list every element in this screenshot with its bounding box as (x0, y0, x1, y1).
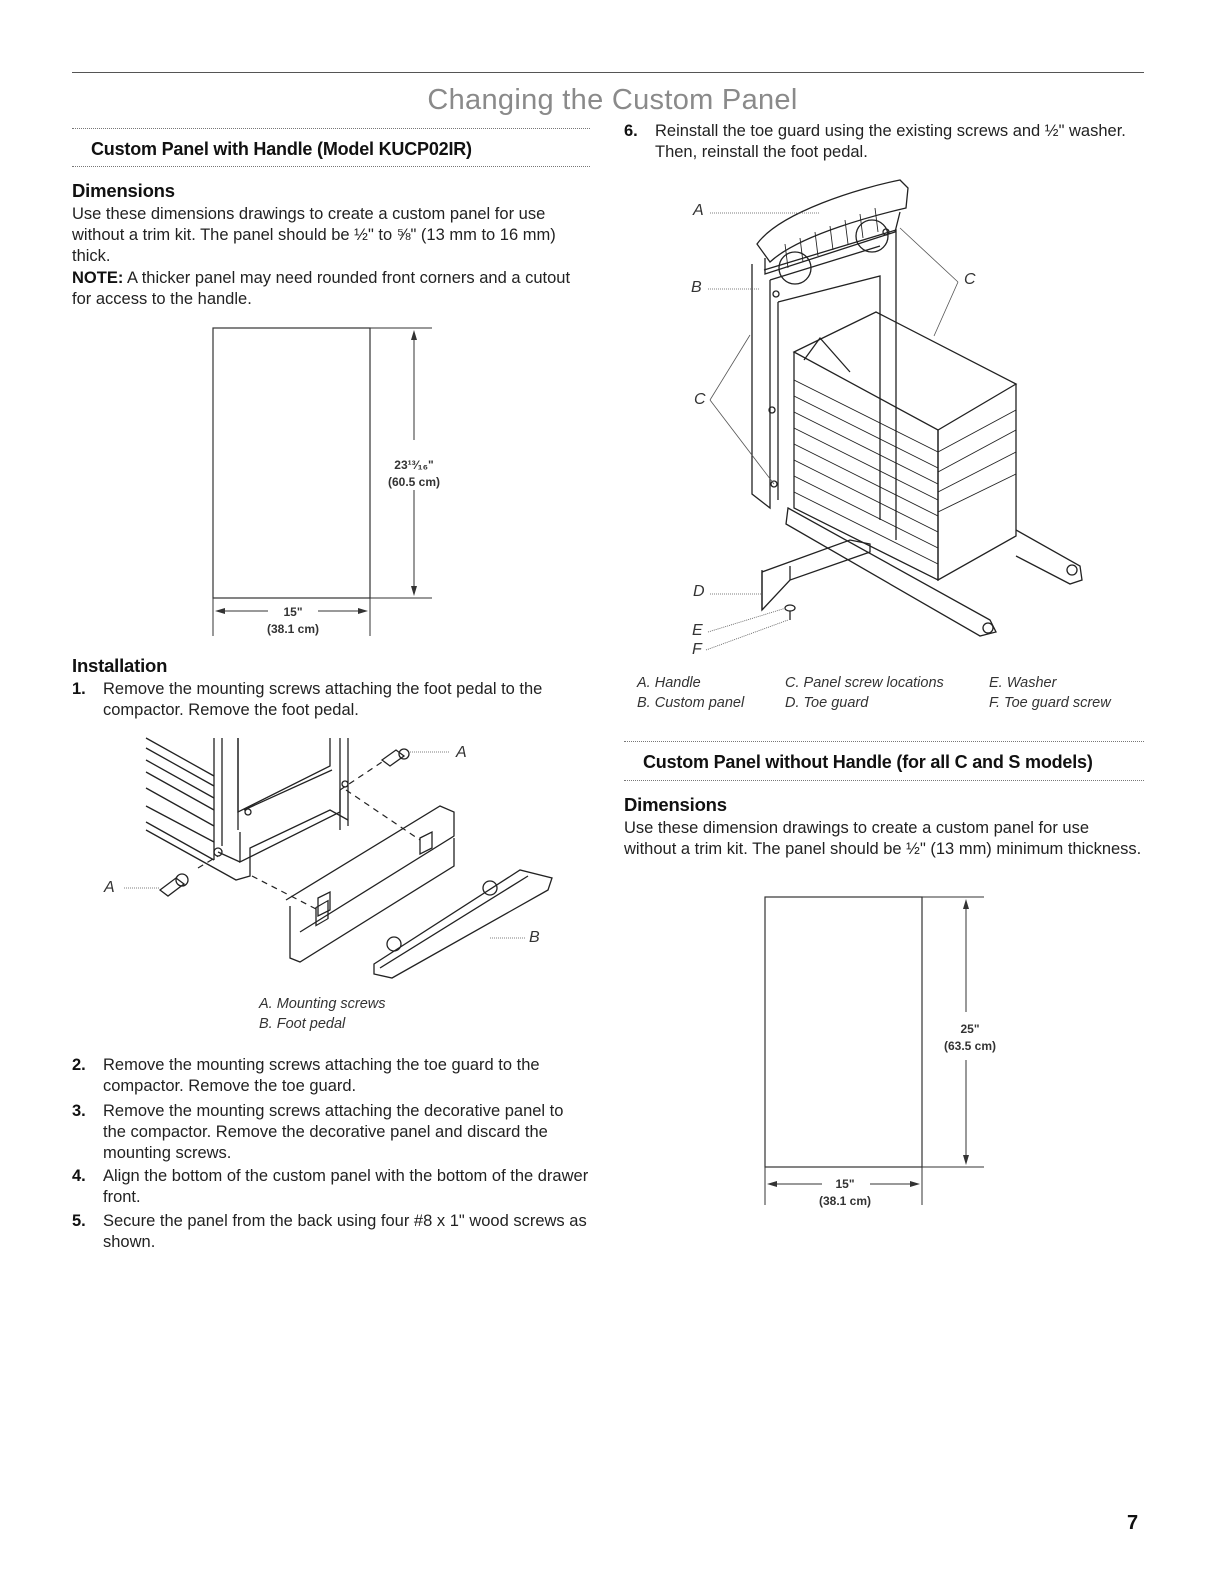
dimensions-text-left: Use these dimensions drawings to create a custom panel for use without a trim kit. The panel should be ½" to ⅝" (13 mm to 16 mm) thick. (72, 205, 556, 265)
caption-line: B. Custom panel (637, 695, 745, 711)
caption-line: F. Toe guard screw (989, 695, 1111, 711)
caption-line: A. Mounting screws (259, 996, 386, 1012)
panel-height-label-2 (932, 1021, 1008, 1055)
callout-e: E (692, 622, 703, 639)
step-number: 1. (72, 680, 86, 698)
step-text: Secure the panel from the back using four #8 x 1" wood screws as shown. (103, 1212, 587, 1251)
callout-b: B (691, 279, 702, 296)
step-text: Align the bottom of the custom panel with the bottom of the drawer front. (103, 1167, 589, 1206)
dimensions-heading-left: Dimensions (72, 180, 175, 201)
caption-line: A. Handle (637, 675, 701, 691)
note-text: A thicker panel may need rounded front corners and a cutout for access to the handle. (72, 269, 571, 308)
callout-a-left: A (104, 879, 115, 896)
panel-height-in: 23¹³⁄₁₆" (394, 458, 434, 472)
note-label: NOTE: (72, 269, 124, 287)
callout-b: B (529, 929, 540, 946)
installation-heading: Installation (72, 655, 168, 676)
dimensions-text-right: Use these dimension drawings to create a custom panel for use without a trim kit. The panel should be ½" (13 mm) minimum thickness. (624, 819, 1142, 858)
page-number: 7 (1127, 1512, 1139, 1534)
callout-a-top: A (456, 744, 467, 761)
callout-c-left: C (694, 391, 706, 408)
caption-line: E. Washer (989, 675, 1057, 691)
callout-d: D (693, 583, 705, 600)
section-title-with-handle: Custom Panel with Handle (Model KUCP02IR) (91, 139, 472, 159)
panel-height-cm: (60.5 cm) (387, 475, 441, 489)
step-text: Remove the mounting screws attaching the decorative panel to the compactor. Remove the decorative panel and discard the mounting screws. (103, 1102, 564, 1162)
callout-c-right: C (964, 271, 976, 288)
step-number: 2. (72, 1056, 86, 1074)
step-number: 4. (72, 1167, 86, 1185)
panel-width-in: 15" (283, 605, 303, 619)
panel-width-in: 15" (835, 1177, 855, 1191)
step-text: Remove the mounting screws attaching the foot pedal to the compactor. Remove the foot pedal. (103, 680, 543, 719)
caption-line: D. Toe guard (785, 695, 869, 711)
step-number: 5. (72, 1212, 86, 1230)
caption-line: C. Panel screw locations (785, 675, 944, 691)
panel-height-in: 25" (960, 1022, 980, 1036)
panel-width-cm: (38.1 cm) (818, 1194, 872, 1208)
step-number: 3. (72, 1102, 86, 1120)
callout-a: A (693, 202, 704, 219)
step-text: Reinstall the toe guard using the existing screws and ½" washer. Then, reinstall the foot pedal. (655, 122, 1126, 161)
caption-line: B. Foot pedal (259, 1016, 346, 1032)
step-number: 6. (624, 122, 638, 140)
section-title-without-handle: Custom Panel without Handle (for all C and S models) (643, 752, 1093, 772)
panel-width-cm: (38.1 cm) (266, 622, 320, 636)
callout-f: F (692, 641, 702, 658)
panel-height-cm: (63.5 cm) (943, 1039, 997, 1053)
page-title: Changing the Custom Panel (427, 84, 798, 116)
step-text: Remove the mounting screws attaching the toe guard to the compactor. Remove the toe guard. (103, 1056, 540, 1095)
dimensions-heading-right: Dimensions (624, 794, 727, 815)
panel-width-label-2 (800, 1176, 890, 1210)
